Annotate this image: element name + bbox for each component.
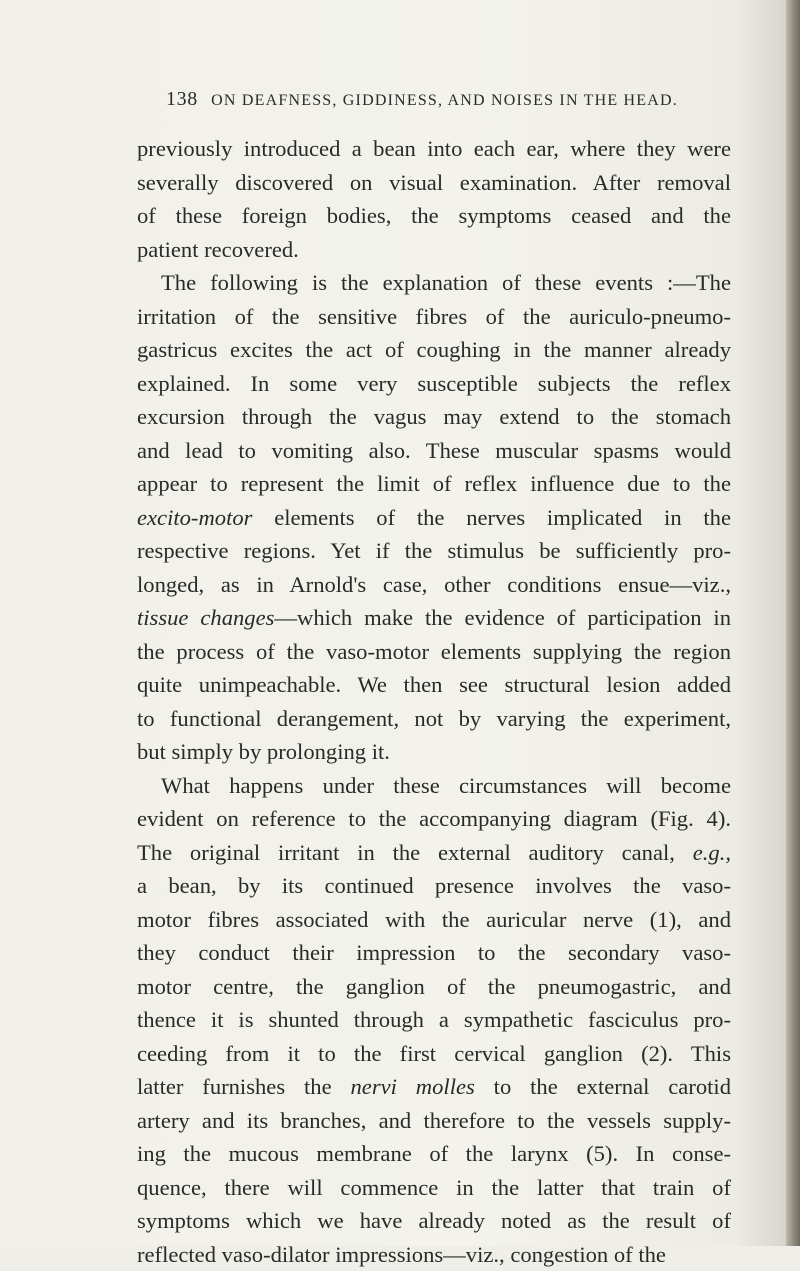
text-line: severally discovered on visual examination. After removal [137, 166, 731, 200]
running-header [166, 88, 726, 111]
text-line: they conduct their impression to the secondary vaso- [137, 936, 731, 970]
text-line: ing the mucous membrane of the larynx (5). In conse- [137, 1137, 731, 1171]
text-line: quite unimpeachable. We then see structural lesion added [137, 668, 731, 702]
text-line: thence it is shunted through a sympathetic fasciculus pro- [137, 1003, 731, 1037]
text-line: to functional derangement, not by varying the experiment, [137, 702, 731, 736]
text-line: patient recovered. [137, 233, 731, 267]
text-line: symptoms which we have already noted as the result of [137, 1204, 731, 1238]
paragraph-3 [137, 769, 731, 1271]
text-line: excito-motor elements of the nerves implicated in the [137, 501, 731, 535]
text-line: previously introduced a bean into each ear, where they were [137, 132, 731, 166]
page-edge-shadow [786, 0, 800, 1246]
page-number: 138 [166, 88, 198, 110]
running-title: ON DEAFNESS, GIDDINESS, AND NOISES IN THE HEAD. [211, 92, 678, 109]
text-line: What happens under these circumstances will become [137, 769, 731, 803]
text-line: explained. In some very susceptible subjects the reflex [137, 367, 731, 401]
text-line: excursion through the vagus may extend to the stomach [137, 400, 731, 434]
text-line: latter furnishes the nervi molles to the external carotid [137, 1070, 731, 1104]
text-line: gastricus excites the act of coughing in the manner already [137, 333, 731, 367]
text-line: longed, as in Arnold's case, other conditions ensue—viz., [137, 568, 731, 602]
text-line: appear to represent the limit of reflex influence due to the [137, 467, 731, 501]
text-line: motor centre, the ganglion of the pneumogastric, and [137, 970, 731, 1004]
paragraph-2 [137, 266, 731, 769]
paragraph-1 [137, 132, 731, 266]
text-line: The original irritant in the external auditory canal, e.g., [137, 836, 731, 870]
text-line: of these foreign bodies, the symptoms ceased and the [137, 199, 731, 233]
text-line: The following is the explanation of these events :—The [137, 266, 731, 300]
text-line: and lead to vomiting also. These muscular spasms would [137, 434, 731, 468]
body-text [137, 132, 731, 1271]
text-line: respective regions. Yet if the stimulus be sufficiently pro- [137, 534, 731, 568]
text-line: quence, there will commence in the latter that train of [137, 1171, 731, 1205]
text-line: ceeding from it to the first cervical ganglion (2). This [137, 1037, 731, 1071]
text-line: a bean, by its continued presence involves the vaso- [137, 869, 731, 903]
text-line: evident on reference to the accompanying diagram (Fig. 4). [137, 802, 731, 836]
text-line: the process of the vaso-motor elements supplying the region [137, 635, 731, 669]
text-line: reflected vaso-dilator impressions—viz., congestion of the [137, 1238, 731, 1271]
text-line: motor fibres associated with the auricular nerve (1), and [137, 903, 731, 937]
text-line: irritation of the sensitive fibres of the auriculo-pneumo- [137, 300, 731, 334]
text-line: artery and its branches, and therefore to the vessels supply- [137, 1104, 731, 1138]
text-line: tissue changes—which make the evidence of participation in [137, 601, 731, 635]
text-line: but simply by prolonging it. [137, 735, 731, 769]
